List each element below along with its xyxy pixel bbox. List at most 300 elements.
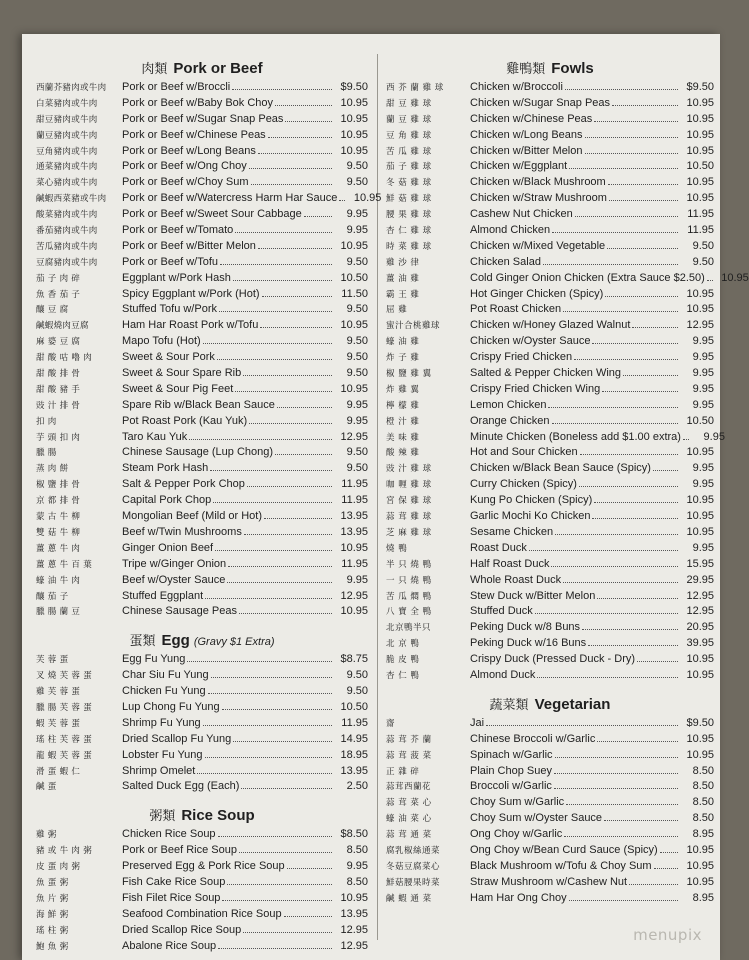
item-price: 10.95 — [340, 112, 368, 125]
dot-leader — [227, 883, 332, 885]
item-price: 11.95 — [687, 208, 714, 221]
item-chinese-name: 蒜 茸 菜 心 — [386, 798, 432, 809]
item-chinese-name: 腐乳椒絲通菜 — [386, 845, 441, 856]
item-chinese-name: 蒙 古 牛 柳 — [36, 512, 81, 523]
section-title — [36, 58, 368, 80]
item-chinese-name: 北京鴨半只 — [386, 623, 432, 634]
dot-leader — [205, 597, 332, 599]
item-english-name: Pork or Beef w/Chinese Peas — [122, 128, 266, 141]
menu-item — [386, 366, 714, 382]
dot-leader — [535, 612, 678, 614]
item-chinese-name: 正 雜 碎 — [386, 766, 420, 777]
item-chinese-name: 咖 喱 雞 球 — [386, 480, 432, 491]
item-price: 9.95 — [346, 224, 368, 237]
item-chinese-name: 蜜汁合桃雞球 — [386, 321, 441, 332]
item-price: 10.50 — [686, 160, 714, 173]
item-price: 9.50 — [346, 351, 368, 364]
dot-leader — [211, 676, 332, 678]
item-price: 10.95 — [686, 144, 714, 157]
item-english-name: Pork or Beef w/Sweet Sour Cabbage — [122, 208, 302, 221]
item-chinese-name: 腰 果 雞 球 — [386, 210, 432, 221]
item-english-name: Pork or Beef w/Sugar Snap Peas — [122, 112, 284, 125]
menu-item — [36, 398, 368, 414]
item-price: 13.95 — [340, 764, 368, 777]
dot-leader — [543, 263, 678, 265]
menu-item — [36, 366, 368, 382]
item-price: 10.95 — [686, 303, 714, 316]
item-price: 10.95 — [686, 192, 714, 205]
item-price: 9.95 — [346, 208, 368, 221]
item-chinese-name: 苦 瓜 燜 鴨 — [386, 591, 432, 602]
item-chinese-name: 一 只 燒 鴨 — [386, 575, 432, 586]
dot-leader — [564, 835, 678, 837]
item-price: 9.95 — [692, 335, 714, 348]
menu-item — [36, 764, 368, 780]
dot-leader — [218, 835, 332, 837]
item-chinese-name: 豆角豬肉或牛肉 — [36, 146, 98, 157]
item-chinese-name: 半 只 燒 鴨 — [386, 559, 432, 570]
item-english-name: Fish Cake Rice Soup — [122, 875, 226, 888]
item-chinese-name: 宮 保 雞 球 — [386, 496, 432, 507]
item-price: 11.95 — [341, 716, 368, 729]
item-price: 10.95 — [340, 128, 368, 141]
item-chinese-name: 齋 — [386, 718, 396, 729]
menu-item — [36, 334, 368, 350]
item-chinese-name: 雙 菇 牛 柳 — [36, 527, 81, 538]
item-price: 2.50 — [346, 780, 368, 793]
item-chinese-name: 鹹 蛋 — [36, 782, 57, 793]
dot-leader — [660, 851, 678, 853]
item-chinese-name: 雞 沙 律 — [386, 257, 420, 268]
item-english-name: Crispy Fried Chicken Wing — [470, 382, 601, 395]
right-column — [386, 58, 749, 907]
item-chinese-name: 蠔 油 牛 肉 — [36, 575, 81, 586]
item-chinese-name: 豆 角 雞 球 — [386, 130, 432, 141]
item-price: 10.95 — [686, 510, 714, 523]
item-chinese-name: 京 都 排 骨 — [36, 496, 81, 507]
menu-item — [386, 636, 714, 652]
menu-item — [386, 207, 714, 223]
item-price: 10.95 — [686, 494, 714, 507]
item-price: 10.95 — [340, 382, 368, 395]
item-price: 13.95 — [340, 907, 368, 920]
menu-item — [36, 716, 368, 732]
item-chinese-name: 甜豆豬肉或牛肉 — [36, 114, 98, 125]
menu-item — [36, 223, 368, 239]
item-chinese-name: 魚 香 茄 子 — [36, 289, 81, 300]
item-price: 10.95 — [340, 541, 368, 554]
item-english-name: Egg Fu Yung — [122, 653, 186, 666]
dot-leader — [217, 358, 332, 360]
menu-item — [36, 239, 368, 255]
item-english-name: Tripe w/Ginger Onion — [122, 557, 227, 570]
dot-leader — [213, 501, 332, 503]
menu-item — [386, 541, 714, 557]
item-price: 9.95 — [692, 382, 714, 395]
item-chinese-name: 芋 頭 扣 肉 — [36, 432, 81, 443]
dot-leader — [275, 453, 332, 455]
menu-item — [36, 779, 368, 795]
item-english-name: Salted Duck Egg (Each) — [122, 780, 240, 793]
item-price: 10.95 — [686, 287, 714, 300]
item-price: 8.95 — [692, 828, 714, 841]
menu-item — [386, 175, 714, 191]
dot-leader — [239, 851, 332, 853]
item-price: 9.50 — [346, 462, 368, 475]
dot-leader — [607, 247, 678, 249]
item-english-name: Chicken w/Bitter Melon — [470, 144, 583, 157]
section-title-chinese: 雞鴨類 — [506, 61, 546, 76]
dot-leader — [262, 295, 332, 297]
item-english-name: Almond Chicken — [470, 224, 551, 237]
item-price: 10.95 — [686, 176, 714, 189]
menu-item — [36, 668, 368, 684]
dot-leader — [653, 469, 678, 471]
dot-leader — [597, 740, 678, 742]
section-title — [36, 630, 368, 652]
dot-leader — [551, 565, 678, 567]
dot-leader — [594, 120, 678, 122]
dot-leader — [654, 867, 678, 869]
dot-leader — [585, 152, 679, 154]
item-english-name: Whole Roast Duck — [470, 573, 562, 586]
item-price: 9.50 — [346, 303, 368, 316]
item-chinese-name: 北 京 鴨 — [386, 639, 420, 650]
menu-item — [36, 732, 368, 748]
item-price: 12.95 — [340, 923, 368, 936]
item-english-name: Fish Filet Rice Soup — [122, 891, 221, 904]
menu-item — [386, 477, 714, 493]
item-english-name: Ong Choy w/Bean Curd Sauce (Spicy) — [470, 843, 658, 856]
menu-item — [36, 287, 368, 303]
dot-leader — [203, 724, 332, 726]
item-price: 10.95 — [686, 128, 714, 141]
item-price: 10.95 — [686, 96, 714, 109]
menu-item — [386, 811, 714, 827]
item-english-name: Pork or Beef w/Watercress Harm Har Sauce — [122, 192, 338, 205]
item-price: 11.50 — [341, 287, 368, 300]
item-english-name: Eggplant w/Pork Hash — [122, 271, 231, 284]
dot-leader — [241, 787, 332, 789]
item-chinese-name: 豬 或 牛 肉 粥 — [36, 846, 93, 857]
section-title-chinese: 蔬菜類 — [489, 696, 529, 712]
menu-item — [386, 668, 714, 684]
item-price: 9.95 — [692, 462, 714, 475]
item-english-name: Chicken w/Sugar Snap Peas — [470, 96, 611, 109]
item-price: 10.95 — [686, 668, 714, 681]
menu-item — [386, 334, 714, 350]
menu-item — [36, 318, 368, 334]
menu-item — [36, 128, 368, 144]
item-english-name: Stuffed Duck — [470, 605, 533, 618]
item-price: 11.95 — [341, 494, 368, 507]
item-chinese-name: 菜心豬肉或牛肉 — [36, 178, 98, 189]
item-price: 39.95 — [686, 637, 714, 650]
item-english-name: Ong Choy w/Garlic — [470, 828, 563, 841]
item-price: 11.95 — [687, 224, 714, 237]
item-price: 10.95 — [686, 446, 714, 459]
dot-leader — [247, 485, 332, 487]
menu-item — [36, 112, 368, 128]
item-chinese-name: 美 味 雞 — [386, 432, 420, 443]
item-price: 10.95 — [686, 843, 714, 856]
item-price: 10.95 — [340, 96, 368, 109]
item-chinese-name: 鮑 魚 粥 — [36, 941, 69, 952]
left-column — [36, 58, 382, 954]
item-english-name: Chicken Rice Soup — [122, 828, 216, 841]
menu-item — [36, 255, 368, 271]
item-english-name: Shrimp Omelet — [122, 764, 196, 777]
item-chinese-name: 橙 汁 雞 — [386, 416, 420, 427]
item-english-name: Char Siu Fu Yung — [122, 669, 209, 682]
dot-leader — [222, 708, 332, 710]
menu-item — [36, 271, 368, 287]
dot-leader — [233, 740, 332, 742]
dot-leader — [339, 199, 345, 201]
item-price: 14.95 — [340, 732, 368, 745]
item-chinese-name: 通菜豬肉或牛肉 — [36, 162, 98, 173]
dot-leader — [203, 342, 332, 344]
menu-item — [36, 159, 368, 175]
dot-leader — [594, 501, 678, 503]
menu-item — [36, 80, 368, 96]
item-english-name: Hot Ginger Chicken (Spicy) — [470, 287, 604, 300]
section-title-chinese: 蛋類 — [129, 633, 156, 649]
item-chinese-name: 麻 婆 豆 腐 — [36, 337, 81, 348]
dot-leader — [580, 453, 678, 455]
dot-leader — [486, 724, 678, 726]
item-chinese-name: 炸 雞 翼 — [386, 384, 420, 395]
menu-item — [386, 239, 714, 255]
dot-leader — [555, 756, 678, 758]
menu-item — [36, 859, 368, 875]
menu-item — [36, 350, 368, 366]
item-price: 20.95 — [686, 621, 714, 634]
item-english-name: Dried Scallop Rice Soup — [122, 923, 242, 936]
menu-item — [386, 318, 714, 334]
item-price: 10.95 — [340, 891, 368, 904]
item-chinese-name: 脆 皮 鴨 — [386, 655, 420, 666]
watermark: menupix — [633, 926, 702, 944]
item-english-name: Pork or Beef w/Broccli — [122, 81, 231, 93]
dot-leader — [552, 422, 679, 424]
item-english-name: Curry Chicken (Spicy) — [470, 478, 577, 491]
dot-leader — [227, 581, 332, 583]
dot-leader — [623, 374, 678, 376]
item-english-name: Chicken Salad — [470, 255, 541, 268]
item-chinese-name: 臘 腸 — [36, 448, 57, 459]
item-english-name: Spare Rib w/Black Bean Sauce — [122, 398, 275, 411]
dot-leader — [597, 597, 678, 599]
menu-item — [386, 779, 714, 795]
item-chinese-name: 芝 麻 雞 球 — [386, 527, 432, 538]
item-english-name: Straw Mushroom w/Cashew Nut — [470, 875, 628, 888]
item-english-name: Pork or Beef w/Ong Choy — [122, 160, 247, 173]
item-english-name: Minute Chicken (Boneless add $1.00 extra) — [470, 430, 681, 443]
menu-item — [36, 493, 368, 509]
item-english-name: Lemon Chicken — [470, 398, 547, 411]
menu-item — [36, 207, 368, 223]
item-chinese-name: 皮 蛋 肉 粥 — [36, 862, 81, 873]
dot-leader — [565, 88, 678, 90]
item-price: 8.50 — [346, 844, 368, 857]
item-chinese-name: 西 芥 蘭 雞 球 — [386, 83, 444, 93]
item-price: 9.95 — [346, 398, 368, 411]
dot-leader — [609, 199, 678, 201]
item-chinese-name: 豆腐豬肉或牛肉 — [36, 257, 98, 268]
item-price: 9.95 — [346, 414, 368, 427]
dot-leader — [555, 533, 678, 535]
item-english-name: Pork or Beef w/Choy Sum — [122, 176, 249, 189]
menu-item — [386, 509, 714, 525]
dot-leader — [232, 88, 332, 90]
dot-leader — [249, 167, 332, 169]
item-english-name: Dried Scallop Fu Yung — [122, 732, 232, 745]
menu-item — [386, 271, 749, 287]
item-chinese-name: 蒜茸西蘭花 — [386, 782, 432, 793]
item-chinese-name: 臘 腸 芙 蓉 蛋 — [36, 702, 93, 713]
menu-item — [386, 493, 714, 509]
item-chinese-name: 西蘭芥豬肉或牛肉 — [36, 83, 107, 93]
item-price: $8.50 — [340, 828, 368, 841]
item-price: 12.95 — [686, 319, 714, 332]
item-english-name: Stuffed Eggplant — [122, 589, 204, 602]
dot-leader — [243, 374, 332, 376]
dot-leader — [219, 310, 332, 312]
item-english-name: Sweet & Sour Pig Feet — [122, 382, 234, 395]
item-chinese-name: 豉 汁 雞 球 — [386, 464, 432, 475]
item-english-name: Chicken w/Chinese Peas — [470, 112, 593, 125]
menu-item — [36, 907, 368, 923]
menu-item — [386, 875, 714, 891]
item-english-name: Pork or Beef w/Baby Bok Choy — [122, 96, 274, 109]
item-chinese-name: 霸 王 雞 — [386, 289, 420, 300]
item-english-name: Broccoli w/Garlic — [470, 780, 552, 793]
item-price: 8.95 — [692, 891, 714, 904]
dot-leader — [683, 438, 689, 440]
menu-item — [36, 191, 382, 207]
item-price: 9.50 — [346, 669, 368, 682]
item-price: 29.95 — [686, 573, 714, 586]
item-price: 10.95 — [340, 144, 368, 157]
item-price: 8.50 — [692, 812, 714, 825]
item-chinese-name: 番茄豬肉或牛肉 — [36, 226, 98, 237]
section-title-english: Vegetarian — [534, 695, 611, 713]
dot-leader — [602, 390, 678, 392]
dot-leader — [537, 676, 678, 678]
menu-item — [386, 159, 714, 175]
item-english-name: Abalone Rice Soup — [122, 939, 217, 952]
item-chinese-name: 白菜豬肉或牛肉 — [36, 98, 98, 109]
item-chinese-name: 蒜 茸 芥 蘭 — [386, 734, 432, 745]
dot-leader — [235, 390, 332, 392]
item-price: 10.95 — [340, 319, 368, 332]
menu-item — [36, 700, 368, 716]
item-chinese-name: 屈 雞 — [386, 305, 408, 316]
section-title-english: Egg — [161, 632, 190, 650]
menu-item — [386, 620, 714, 636]
item-english-name: Sesame Chicken — [470, 525, 554, 538]
item-english-name: Beef w/Oyster Sauce — [122, 573, 226, 586]
item-price: 12.95 — [686, 605, 714, 618]
dot-leader — [208, 692, 332, 694]
item-price: 10.95 — [686, 875, 714, 888]
menu-item — [36, 509, 368, 525]
dot-leader — [205, 756, 332, 758]
menu-item — [36, 939, 368, 955]
dot-leader — [287, 867, 332, 869]
menu-item — [36, 477, 368, 493]
item-price: 10.95 — [721, 271, 749, 284]
item-english-name: Beef w/Twin Mushrooms — [122, 525, 242, 538]
item-price: 10.95 — [340, 605, 368, 618]
item-price: 10.50 — [340, 700, 368, 713]
item-chinese-name: 蒸 肉 餅 — [36, 464, 69, 475]
section-gap — [36, 795, 368, 805]
item-price: 10.95 — [340, 239, 368, 252]
item-price: 9.50 — [346, 335, 368, 348]
menu-item — [386, 96, 714, 112]
item-chinese-name: 甜 酸 豬 手 — [36, 384, 81, 395]
item-price: 9.95 — [346, 573, 368, 586]
item-english-name: Mapo Tofu (Hot) — [122, 335, 201, 348]
item-price: $8.75 — [340, 653, 368, 666]
section-title-english: Pork or Beef — [173, 60, 263, 77]
menu-item — [36, 445, 368, 461]
item-english-name: Choy Sum w/Oyster Sauce — [470, 812, 603, 825]
item-chinese-name: 釀 豆 腐 — [36, 305, 69, 316]
dot-leader — [548, 406, 678, 408]
dot-leader — [554, 787, 678, 789]
menu-item — [36, 573, 368, 589]
dot-leader — [233, 279, 332, 281]
item-english-name: Chicken w/Long Beans — [470, 128, 583, 141]
menu-item — [386, 859, 714, 875]
item-english-name: Pot Roast Chicken — [470, 303, 562, 316]
dot-leader — [637, 660, 678, 662]
dot-leader — [277, 406, 332, 408]
item-price: 8.50 — [692, 780, 714, 793]
menu-item — [386, 589, 714, 605]
item-chinese-name: 鮮 菇 雞 球 — [386, 194, 432, 205]
menu-item — [36, 684, 368, 700]
item-price: 10.95 — [353, 192, 382, 205]
menu-item — [386, 430, 725, 446]
item-chinese-name: 八 寶 全 鴨 — [386, 607, 432, 618]
item-price: 10.95 — [686, 112, 714, 125]
item-price: 8.50 — [692, 764, 714, 777]
item-chinese-name: 杏 仁 鴨 — [386, 670, 420, 681]
item-chinese-name: 海 鮮 粥 — [36, 909, 69, 920]
item-english-name: Chicken w/Honey Glazed Walnut — [470, 319, 631, 332]
section-title-chinese: 粥類 — [149, 808, 176, 824]
item-chinese-name: 鹹蝦燒肉豆腐 — [36, 321, 89, 332]
item-chinese-name: 瑤 柱 粥 — [36, 925, 69, 936]
item-price: 12.95 — [340, 939, 368, 952]
item-english-name: Spinach w/Garlic — [470, 748, 553, 761]
menu-item — [386, 382, 714, 398]
menu-item — [386, 604, 714, 620]
item-chinese-name: 檸 檬 雞 — [386, 400, 420, 411]
item-chinese-name: 釀 茄 子 — [36, 591, 69, 602]
item-english-name: Peking Duck w/8 Buns — [470, 621, 581, 634]
menu-item — [386, 144, 714, 160]
item-english-name: Taro Kau Yuk — [122, 430, 188, 443]
item-chinese-name: 冬 菇 雞 球 — [386, 178, 432, 189]
item-chinese-name: 蠔 油 雞 — [386, 337, 420, 348]
item-chinese-name: 蘭 豆 雞 球 — [386, 114, 432, 125]
menu-item — [386, 350, 714, 366]
